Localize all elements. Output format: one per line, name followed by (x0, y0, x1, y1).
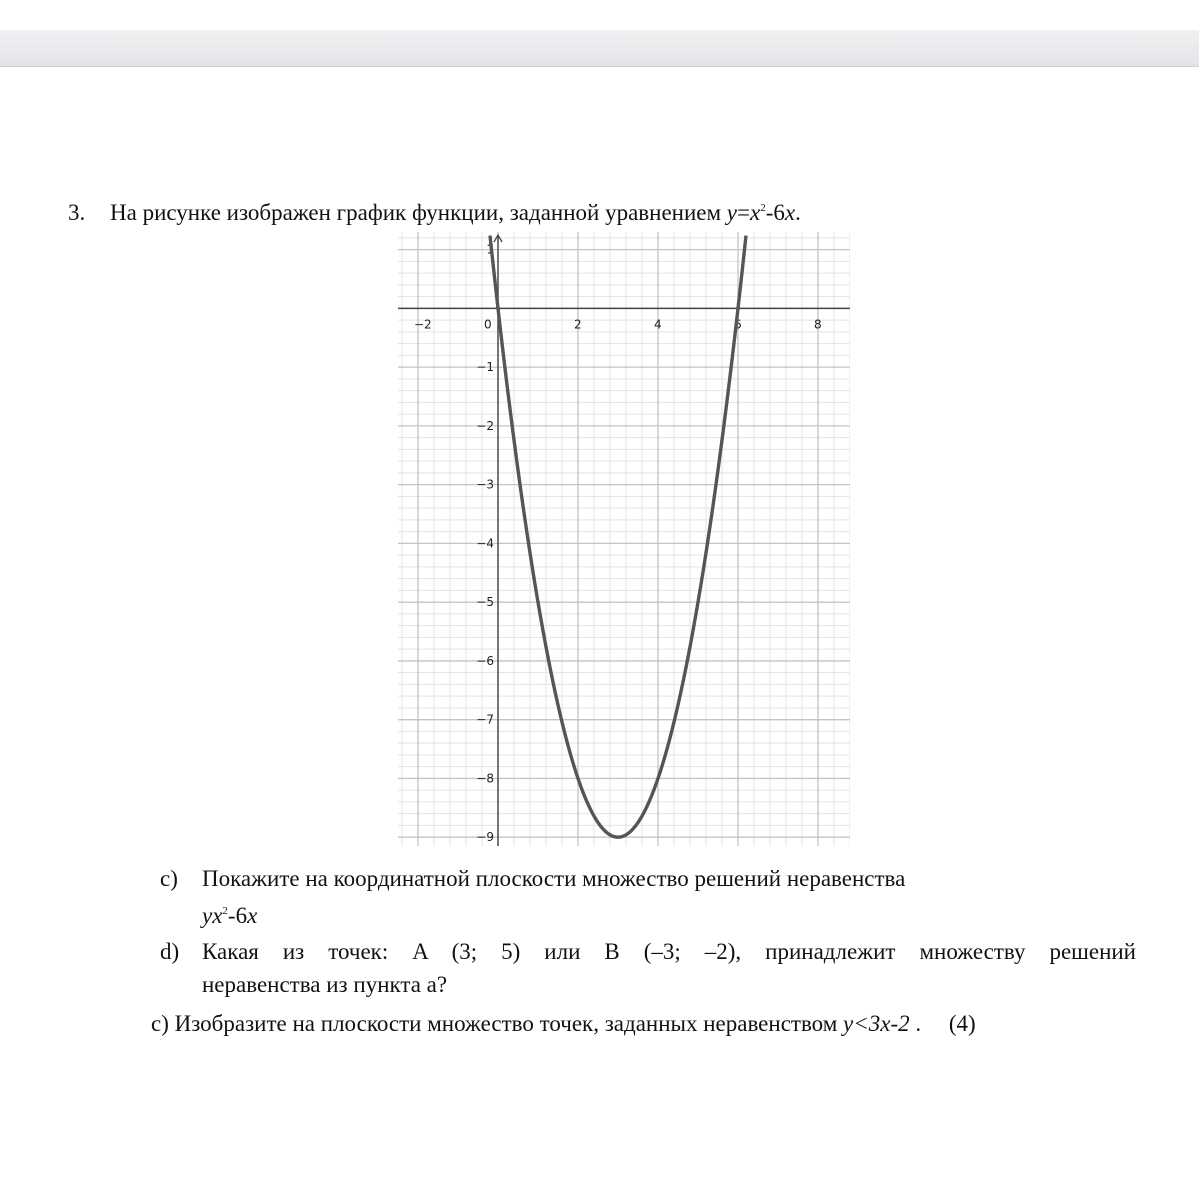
problem-text: На рисунке изображен график функции, заданной уравнением (110, 200, 722, 225)
task-d (160, 935, 1140, 1001)
y-tick-label: −7 (476, 712, 494, 727)
x-tick-label: 8 (814, 317, 822, 332)
eq-y: y (726, 200, 738, 225)
y-tick-label: −5 (476, 595, 494, 610)
task-c2-dot: . (909, 1011, 922, 1036)
task-c1-text: Покажите на координатной плоскости множество решений неравенства (202, 866, 906, 891)
y-tick-label: −2 (476, 418, 494, 433)
c1-eq-rest: -6 (227, 903, 248, 928)
eq-minus-six: -6 (765, 200, 785, 225)
task-c1 (160, 862, 1140, 928)
y-tick-label: 1 (486, 242, 494, 257)
c1-eq-exp: 2 (222, 905, 228, 917)
y-tick-label: −3 (476, 477, 494, 492)
browser-toolbar (0, 30, 1199, 67)
x-tick-label: 6 (734, 317, 742, 332)
grid-minor (398, 232, 850, 846)
task-c2-inequality: y<3x-2 (843, 1011, 910, 1036)
task-c2-text: c) Изобразите на плоскости множество точек, заданных неравенством (151, 1011, 838, 1036)
task-d-label: d) (160, 939, 180, 964)
eq-equals: = (737, 200, 750, 225)
task-c2 (151, 1007, 1151, 1041)
task-d-line1: Какая из точек: A (3; 5) или B (–3; –2), принадлежит множеству решений (202, 939, 1136, 964)
eq-period: . (795, 200, 801, 225)
task-c1-inequality (202, 895, 257, 932)
x-tick-label: 0 (484, 317, 492, 332)
problem-statement (68, 200, 801, 226)
task-c2-points: (4) (948, 1011, 976, 1036)
x-tick-label: −2 (414, 317, 432, 332)
y-tick-label: −4 (476, 536, 494, 551)
eq-x: x (750, 200, 761, 225)
eq-x-second: x (784, 200, 796, 225)
c1-eq-x: x (247, 903, 258, 928)
problem-number: 3. (68, 200, 86, 225)
y-tick-label: −1 (476, 360, 494, 375)
curve-layer (490, 236, 746, 838)
task-c1-label: c) (160, 866, 178, 891)
eq-exponent: 2 (760, 202, 766, 214)
y-tick-label: −9 (476, 830, 494, 845)
parabola-curve (490, 236, 746, 838)
parabola-graph (398, 232, 850, 846)
y-tick-label: −8 (476, 771, 494, 786)
c1-eq-yx: yx (202, 903, 223, 928)
task-d-line2: неравенства из пункта a? (202, 972, 448, 997)
x-tick-label: 2 (574, 317, 582, 332)
problem-equation (727, 200, 801, 225)
x-tick-label: 4 (654, 317, 662, 332)
y-tick-label: −6 (476, 653, 494, 668)
